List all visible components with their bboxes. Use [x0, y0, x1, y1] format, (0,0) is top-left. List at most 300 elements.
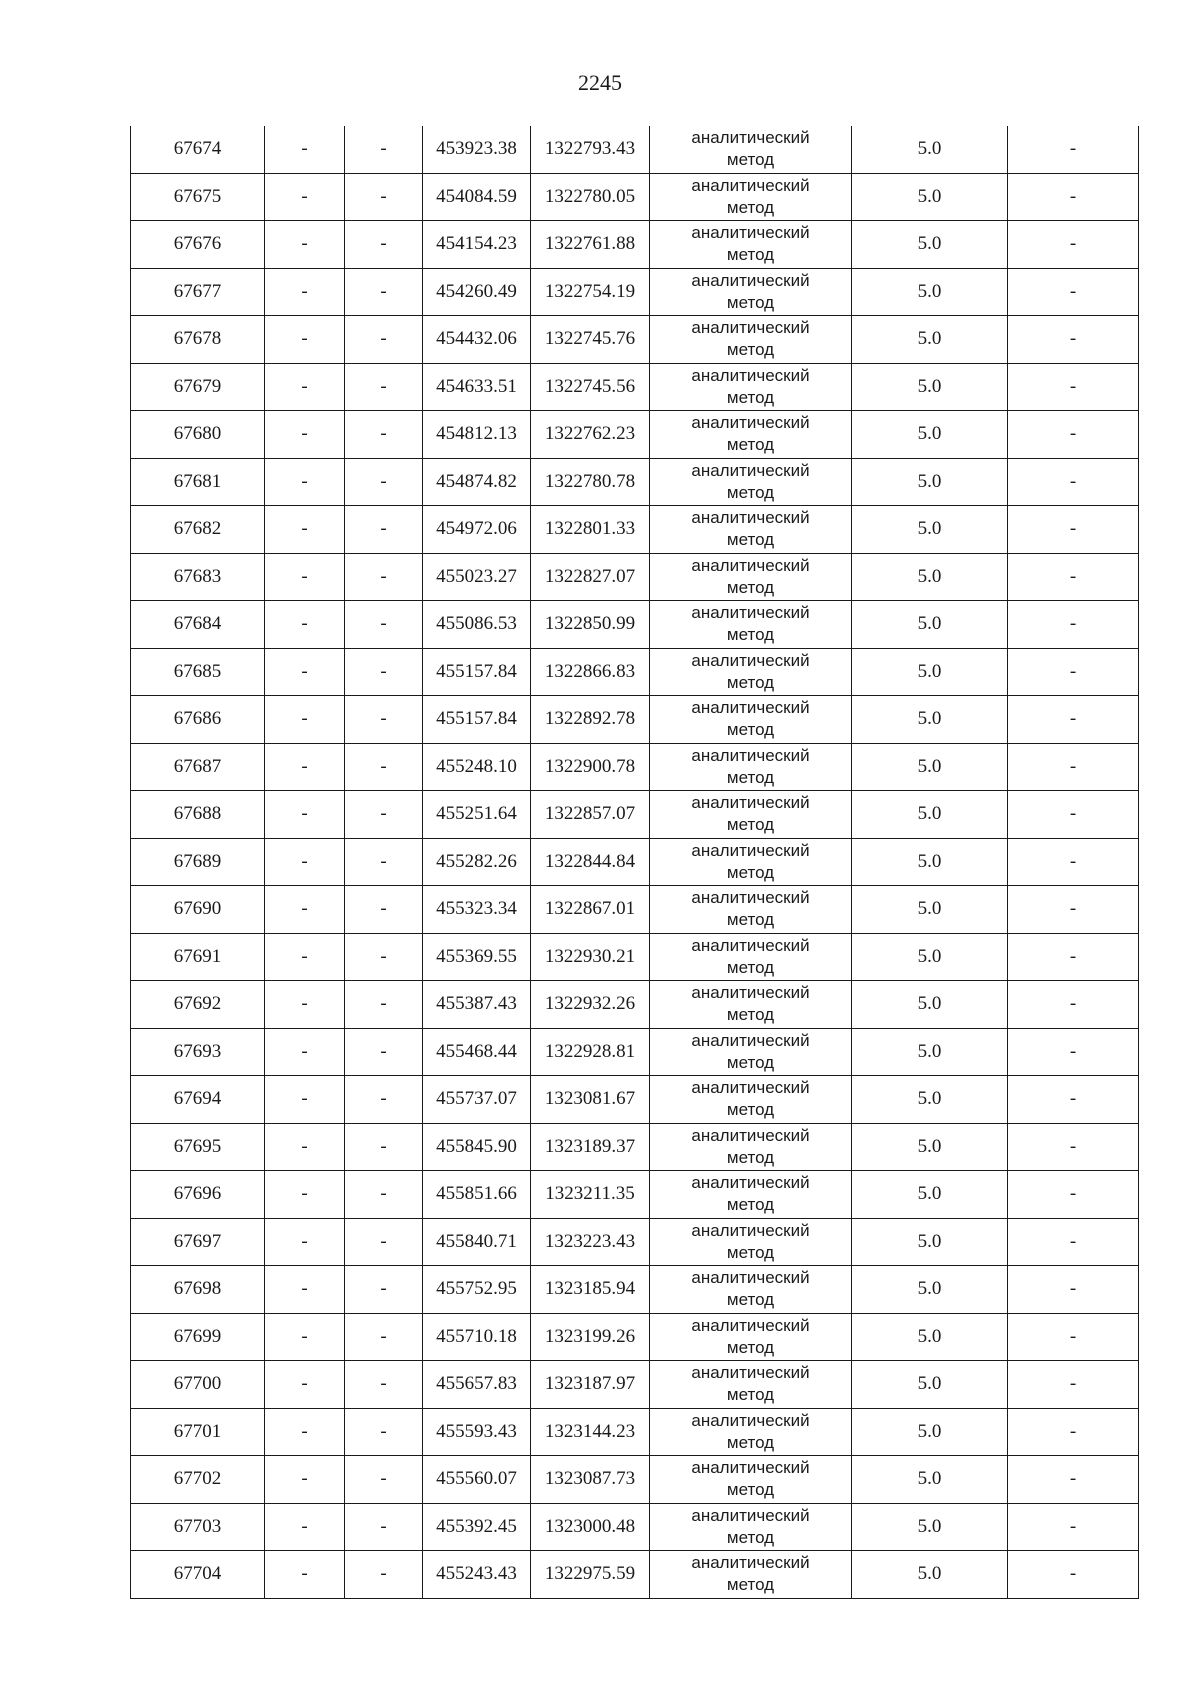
note-cell: -	[1008, 648, 1139, 696]
note-cell: -	[1008, 553, 1139, 601]
method-text: метод	[726, 387, 775, 407]
method-text: аналитический	[691, 1505, 810, 1525]
point-number-cell: 67686	[131, 696, 265, 744]
precision-cell: 5.0	[852, 221, 1008, 269]
method-text: аналитический	[691, 1315, 810, 1335]
note-cell: -	[1008, 1028, 1139, 1076]
x-coordinate-cell: 455369.55	[423, 933, 531, 981]
method-cell	[650, 1503, 852, 1551]
precision-cell: 5.0	[852, 316, 1008, 364]
empty-cell: -	[345, 1361, 423, 1409]
table-row	[131, 173, 1139, 221]
table-row	[131, 363, 1139, 411]
empty-cell: -	[345, 553, 423, 601]
empty-cell: -	[265, 1171, 345, 1219]
method-cell	[650, 1028, 852, 1076]
x-coordinate-cell: 454812.13	[423, 411, 531, 459]
y-coordinate-cell: 1322928.81	[531, 1028, 650, 1076]
y-coordinate-cell: 1323223.43	[531, 1218, 650, 1266]
method-cell	[650, 1456, 852, 1504]
method-text: метод	[726, 1575, 775, 1595]
empty-cell: -	[265, 743, 345, 791]
method-text: метод	[726, 577, 775, 597]
point-number-cell: 67704	[131, 1551, 265, 1599]
point-number-cell: 67701	[131, 1408, 265, 1456]
method-cell	[650, 1313, 852, 1361]
note-cell: -	[1008, 173, 1139, 221]
x-coordinate-cell: 454432.06	[423, 316, 531, 364]
empty-cell: -	[265, 1503, 345, 1551]
point-number-cell: 67678	[131, 316, 265, 364]
method-text: аналитический	[691, 555, 810, 575]
method-cell	[650, 1551, 852, 1599]
empty-cell: -	[345, 601, 423, 649]
x-coordinate-cell: 454084.59	[423, 173, 531, 221]
y-coordinate-cell: 1322754.19	[531, 268, 650, 316]
point-number-cell: 67685	[131, 648, 265, 696]
empty-cell: -	[265, 1123, 345, 1171]
table-row	[131, 458, 1139, 506]
empty-cell: -	[265, 1361, 345, 1409]
note-cell: -	[1008, 1171, 1139, 1219]
note-cell: -	[1008, 411, 1139, 459]
y-coordinate-cell: 1322900.78	[531, 743, 650, 791]
method-text: метод	[726, 245, 775, 265]
method-text: аналитический	[691, 1553, 810, 1573]
method-text: аналитический	[691, 840, 810, 860]
empty-cell: -	[345, 506, 423, 554]
empty-cell: -	[265, 1266, 345, 1314]
method-text: аналитический	[691, 1220, 810, 1240]
method-text: метод	[726, 1337, 775, 1357]
point-number-cell: 67676	[131, 221, 265, 269]
method-text: аналитический	[691, 745, 810, 765]
method-text: метод	[726, 767, 775, 787]
method-text: метод	[726, 910, 775, 930]
point-number-cell: 67684	[131, 601, 265, 649]
method-text: аналитический	[691, 365, 810, 385]
empty-cell: -	[265, 1408, 345, 1456]
note-cell: -	[1008, 126, 1139, 173]
table-row	[131, 981, 1139, 1029]
note-cell: -	[1008, 981, 1139, 1029]
x-coordinate-cell: 455593.43	[423, 1408, 531, 1456]
method-text: аналитический	[691, 983, 810, 1003]
method-text: метод	[726, 957, 775, 977]
precision-cell: 5.0	[852, 696, 1008, 744]
x-coordinate-cell: 455737.07	[423, 1076, 531, 1124]
y-coordinate-cell: 1323199.26	[531, 1313, 650, 1361]
x-coordinate-cell: 455086.53	[423, 601, 531, 649]
point-number-cell: 67682	[131, 506, 265, 554]
note-cell: -	[1008, 1456, 1139, 1504]
table-body	[131, 126, 1139, 1598]
empty-cell: -	[345, 268, 423, 316]
method-text: метод	[726, 1005, 775, 1025]
x-coordinate-cell: 454633.51	[423, 363, 531, 411]
method-text: метод	[726, 530, 775, 550]
method-cell	[650, 696, 852, 744]
point-number-cell: 67675	[131, 173, 265, 221]
empty-cell: -	[345, 1123, 423, 1171]
empty-cell: -	[345, 696, 423, 744]
y-coordinate-cell: 1322867.01	[531, 886, 650, 934]
x-coordinate-cell: 455845.90	[423, 1123, 531, 1171]
method-text: метод	[726, 1527, 775, 1547]
empty-cell: -	[345, 1551, 423, 1599]
point-number-cell: 67700	[131, 1361, 265, 1409]
empty-cell: -	[265, 363, 345, 411]
x-coordinate-cell: 455752.95	[423, 1266, 531, 1314]
precision-cell: 5.0	[852, 458, 1008, 506]
method-cell	[650, 363, 852, 411]
y-coordinate-cell: 1323187.97	[531, 1361, 650, 1409]
y-coordinate-cell: 1322745.76	[531, 316, 650, 364]
y-coordinate-cell: 1322844.84	[531, 838, 650, 886]
method-cell	[650, 458, 852, 506]
note-cell: -	[1008, 1266, 1139, 1314]
empty-cell: -	[265, 981, 345, 1029]
precision-cell: 5.0	[852, 838, 1008, 886]
point-number-cell: 67691	[131, 933, 265, 981]
note-cell: -	[1008, 1076, 1139, 1124]
x-coordinate-cell: 454154.23	[423, 221, 531, 269]
table-row	[131, 1266, 1139, 1314]
precision-cell: 5.0	[852, 601, 1008, 649]
page-number: 2245	[578, 70, 622, 95]
empty-cell: -	[265, 1313, 345, 1361]
empty-cell: -	[345, 886, 423, 934]
y-coordinate-cell: 1323081.67	[531, 1076, 650, 1124]
table-row	[131, 791, 1139, 839]
method-text: метод	[726, 720, 775, 740]
empty-cell: -	[265, 1218, 345, 1266]
precision-cell: 5.0	[852, 1408, 1008, 1456]
note-cell: -	[1008, 1123, 1139, 1171]
precision-cell: 5.0	[852, 1456, 1008, 1504]
method-cell	[650, 1076, 852, 1124]
x-coordinate-cell: 455560.07	[423, 1456, 531, 1504]
y-coordinate-cell: 1323189.37	[531, 1123, 650, 1171]
empty-cell: -	[345, 221, 423, 269]
method-text: метод	[726, 862, 775, 882]
empty-cell: -	[265, 221, 345, 269]
method-text: аналитический	[691, 1458, 810, 1478]
empty-cell: -	[345, 1028, 423, 1076]
point-number-cell: 67694	[131, 1076, 265, 1124]
y-coordinate-cell: 1322780.78	[531, 458, 650, 506]
empty-cell: -	[265, 933, 345, 981]
method-text: аналитический	[691, 1030, 810, 1050]
x-coordinate-cell: 455023.27	[423, 553, 531, 601]
method-text: аналитический	[691, 128, 810, 148]
note-cell: -	[1008, 933, 1139, 981]
note-cell: -	[1008, 1503, 1139, 1551]
method-text: метод	[726, 1480, 775, 1500]
table-row	[131, 316, 1139, 364]
precision-cell: 5.0	[852, 506, 1008, 554]
empty-cell: -	[265, 648, 345, 696]
precision-cell: 5.0	[852, 981, 1008, 1029]
note-cell: -	[1008, 268, 1139, 316]
point-number-cell: 67690	[131, 886, 265, 934]
method-cell	[650, 411, 852, 459]
table-row	[131, 268, 1139, 316]
y-coordinate-cell: 1322762.23	[531, 411, 650, 459]
method-text: метод	[726, 292, 775, 312]
empty-cell: -	[345, 1313, 423, 1361]
method-text: метод	[726, 1432, 775, 1452]
y-coordinate-cell: 1323000.48	[531, 1503, 650, 1551]
empty-cell: -	[265, 268, 345, 316]
table-row	[131, 743, 1139, 791]
method-text: метод	[726, 1385, 775, 1405]
method-text: аналитический	[691, 508, 810, 528]
x-coordinate-cell: 455157.84	[423, 648, 531, 696]
table-row	[131, 601, 1139, 649]
method-cell	[650, 1361, 852, 1409]
method-text: метод	[726, 197, 775, 217]
table-row	[131, 1171, 1139, 1219]
x-coordinate-cell: 455840.71	[423, 1218, 531, 1266]
x-coordinate-cell: 455387.43	[423, 981, 531, 1029]
empty-cell: -	[265, 411, 345, 459]
table-row	[131, 1456, 1139, 1504]
table-row	[131, 1361, 1139, 1409]
point-number-cell: 67689	[131, 838, 265, 886]
method-cell	[650, 981, 852, 1029]
y-coordinate-cell: 1322780.05	[531, 173, 650, 221]
note-cell: -	[1008, 1218, 1139, 1266]
table-row	[131, 1313, 1139, 1361]
point-number-cell: 67697	[131, 1218, 265, 1266]
table-row	[131, 886, 1139, 934]
x-coordinate-cell: 455243.43	[423, 1551, 531, 1599]
point-number-cell: 67688	[131, 791, 265, 839]
precision-cell: 5.0	[852, 1266, 1008, 1314]
method-text: аналитический	[691, 175, 810, 195]
precision-cell: 5.0	[852, 1076, 1008, 1124]
x-coordinate-cell: 455710.18	[423, 1313, 531, 1361]
method-text: аналитический	[691, 793, 810, 813]
y-coordinate-cell: 1323211.35	[531, 1171, 650, 1219]
point-number-cell: 67703	[131, 1503, 265, 1551]
method-text: метод	[726, 1242, 775, 1262]
method-cell	[650, 1408, 852, 1456]
precision-cell: 5.0	[852, 363, 1008, 411]
empty-cell: -	[345, 981, 423, 1029]
empty-cell: -	[265, 838, 345, 886]
table-row	[131, 1408, 1139, 1456]
coordinates-table	[130, 126, 1139, 1599]
method-cell	[650, 173, 852, 221]
point-number-cell: 67681	[131, 458, 265, 506]
table-row	[131, 1028, 1139, 1076]
method-cell	[650, 553, 852, 601]
precision-cell: 5.0	[852, 411, 1008, 459]
precision-cell: 5.0	[852, 886, 1008, 934]
method-cell	[650, 1171, 852, 1219]
table-row	[131, 696, 1139, 744]
precision-cell: 5.0	[852, 933, 1008, 981]
table-row	[131, 933, 1139, 981]
note-cell: -	[1008, 458, 1139, 506]
empty-cell: -	[345, 126, 423, 173]
y-coordinate-cell: 1323144.23	[531, 1408, 650, 1456]
precision-cell: 5.0	[852, 1503, 1008, 1551]
method-text: аналитический	[691, 1410, 810, 1430]
empty-cell: -	[345, 1171, 423, 1219]
precision-cell: 5.0	[852, 791, 1008, 839]
method-cell	[650, 791, 852, 839]
precision-cell: 5.0	[852, 1218, 1008, 1266]
x-coordinate-cell: 455323.34	[423, 886, 531, 934]
empty-cell: -	[265, 458, 345, 506]
x-coordinate-cell: 455392.45	[423, 1503, 531, 1551]
method-text: аналитический	[691, 460, 810, 480]
method-cell	[650, 933, 852, 981]
note-cell: -	[1008, 743, 1139, 791]
empty-cell: -	[345, 648, 423, 696]
y-coordinate-cell: 1322932.26	[531, 981, 650, 1029]
precision-cell: 5.0	[852, 648, 1008, 696]
table-row	[131, 1123, 1139, 1171]
empty-cell: -	[345, 1076, 423, 1124]
empty-cell: -	[345, 1218, 423, 1266]
x-coordinate-cell: 455282.26	[423, 838, 531, 886]
point-number-cell: 67683	[131, 553, 265, 601]
precision-cell: 5.0	[852, 553, 1008, 601]
empty-cell: -	[265, 1076, 345, 1124]
method-text: метод	[726, 340, 775, 360]
method-text: метод	[726, 625, 775, 645]
point-number-cell: 67693	[131, 1028, 265, 1076]
x-coordinate-cell: 455851.66	[423, 1171, 531, 1219]
x-coordinate-cell: 454972.06	[423, 506, 531, 554]
empty-cell: -	[345, 173, 423, 221]
note-cell: -	[1008, 221, 1139, 269]
empty-cell: -	[345, 1408, 423, 1456]
method-cell	[650, 1266, 852, 1314]
note-cell: -	[1008, 696, 1139, 744]
table-row	[131, 1218, 1139, 1266]
empty-cell: -	[345, 1266, 423, 1314]
y-coordinate-cell: 1322827.07	[531, 553, 650, 601]
x-coordinate-cell: 455657.83	[423, 1361, 531, 1409]
note-cell: -	[1008, 1408, 1139, 1456]
note-cell: -	[1008, 316, 1139, 364]
note-cell: -	[1008, 506, 1139, 554]
method-cell	[650, 743, 852, 791]
empty-cell: -	[265, 696, 345, 744]
method-text: метод	[726, 1195, 775, 1215]
y-coordinate-cell: 1323087.73	[531, 1456, 650, 1504]
method-text: аналитический	[691, 318, 810, 338]
method-cell	[650, 268, 852, 316]
method-text: аналитический	[691, 888, 810, 908]
point-number-cell: 67677	[131, 268, 265, 316]
note-cell: -	[1008, 1361, 1139, 1409]
note-cell: -	[1008, 838, 1139, 886]
y-coordinate-cell: 1322761.88	[531, 221, 650, 269]
x-coordinate-cell: 455248.10	[423, 743, 531, 791]
empty-cell: -	[265, 173, 345, 221]
precision-cell: 5.0	[852, 1171, 1008, 1219]
method-text: аналитический	[691, 1078, 810, 1098]
precision-cell: 5.0	[852, 126, 1008, 173]
method-text: метод	[726, 815, 775, 835]
y-coordinate-cell: 1322745.56	[531, 363, 650, 411]
empty-cell: -	[265, 791, 345, 839]
method-cell	[650, 1123, 852, 1171]
method-text: аналитический	[691, 1173, 810, 1193]
method-text: метод	[726, 482, 775, 502]
method-text: аналитический	[691, 223, 810, 243]
table-row	[131, 648, 1139, 696]
method-cell	[650, 648, 852, 696]
method-text: метод	[726, 435, 775, 455]
method-cell	[650, 506, 852, 554]
x-coordinate-cell: 454874.82	[423, 458, 531, 506]
method-text: метод	[726, 672, 775, 692]
y-coordinate-cell: 1322850.99	[531, 601, 650, 649]
method-text: метод	[726, 1290, 775, 1310]
x-coordinate-cell: 455251.64	[423, 791, 531, 839]
note-cell: -	[1008, 363, 1139, 411]
empty-cell: -	[265, 506, 345, 554]
precision-cell: 5.0	[852, 743, 1008, 791]
precision-cell: 5.0	[852, 1028, 1008, 1076]
method-cell	[650, 838, 852, 886]
empty-cell: -	[265, 126, 345, 173]
empty-cell: -	[345, 1456, 423, 1504]
precision-cell: 5.0	[852, 1361, 1008, 1409]
method-text: аналитический	[691, 1363, 810, 1383]
note-cell: -	[1008, 601, 1139, 649]
empty-cell: -	[345, 1503, 423, 1551]
y-coordinate-cell: 1322793.43	[531, 126, 650, 173]
table-row	[131, 126, 1139, 173]
empty-cell: -	[345, 458, 423, 506]
point-number-cell: 67696	[131, 1171, 265, 1219]
table-row	[131, 553, 1139, 601]
y-coordinate-cell: 1322801.33	[531, 506, 650, 554]
method-text: метод	[726, 150, 775, 170]
empty-cell: -	[345, 933, 423, 981]
note-cell: -	[1008, 886, 1139, 934]
method-cell	[650, 601, 852, 649]
table-row	[131, 838, 1139, 886]
point-number-cell: 67702	[131, 1456, 265, 1504]
method-cell	[650, 886, 852, 934]
precision-cell: 5.0	[852, 173, 1008, 221]
note-cell: -	[1008, 1313, 1139, 1361]
method-cell	[650, 1218, 852, 1266]
method-text: аналитический	[691, 1268, 810, 1288]
point-number-cell: 67680	[131, 411, 265, 459]
x-coordinate-cell: 454260.49	[423, 268, 531, 316]
note-cell: -	[1008, 791, 1139, 839]
point-number-cell: 67698	[131, 1266, 265, 1314]
precision-cell: 5.0	[852, 1551, 1008, 1599]
y-coordinate-cell: 1323185.94	[531, 1266, 650, 1314]
point-number-cell: 67695	[131, 1123, 265, 1171]
y-coordinate-cell: 1322866.83	[531, 648, 650, 696]
x-coordinate-cell: 453923.38	[423, 126, 531, 173]
y-coordinate-cell: 1322892.78	[531, 696, 650, 744]
table-row	[131, 1076, 1139, 1124]
x-coordinate-cell: 455468.44	[423, 1028, 531, 1076]
